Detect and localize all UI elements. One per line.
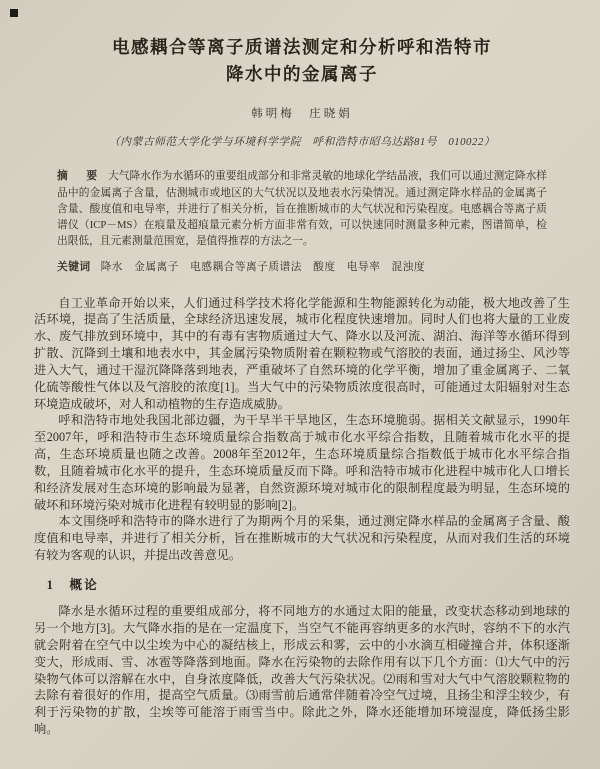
section-1-heading: 1 概论 [46,577,99,592]
affiliation: （内蒙古师范大学化学与环境科学学院 呼和浩特市昭乌达路81号 010022） [108,136,496,149]
paper-title-line2: 降水中的金属离子 [226,64,378,85]
paper-title [34,34,570,88]
introduction-text [34,295,570,738]
intro-paragraph: 呼和浩特市地处我国北部边疆，为干旱半干旱地区，生态环境脆弱。据相关文献显示，1990年至2007年，呼和浩特市生态环境质量综合指数高于城市化水平综合指数，且随着城市化水平的提高，生态环境质量也随之改善。2008年至2012年，生态环境质量综合指数低于城市化水平综合指数，且随着城市化水平的提升，生态环境质量反而下降。呼和浩特市城市化进程中城市化人口增长和经济发展对生态环境的影响最为显著，自然资源环境对城市化的限制程度最为明显，生态环境的破坏和环境污染对城市化进程有较明显的影响[2]。 [34,413,570,512]
authors: 韩明梅 庄晓娟 [251,108,353,121]
intro-paragraph: 本文围绕呼和浩特市的降水进行了为期两个月的采集，通过测定降水样品的金属离子含量、酸度值和电导率，并进行了相关分析，旨在推断城市的大气状况和污染程度，从而对我们生活的环境有较为客观的认识，并提出改善意见。 [34,514,570,562]
paper-title-line1: 电感耦合等离子质谱法测定和分析呼和浩特市 [112,37,492,57]
scan-artifact [10,9,18,17]
abstract-block [57,168,547,249]
abstract-label: 摘 要 [57,170,102,183]
keywords-text: 降水 金属离子 电感耦合等离子质谱法 酸度 电导率 混浊度 [100,260,426,273]
keywords-label: 关键词 [57,260,91,273]
keywords-block [57,259,547,274]
intro-paragraph: 自工业革命开始以来，人们通过科学技术将化学能源和生物能源转化为动能，极大地改善了生活环境，提高了生活质量，全球经济迅速发展，城市化程度快速增加。同时人们也将大量的工业废水、废气排放到环境中，其中的有毒有害物质通过大气、降水以及河流、湖泊、海洋等水循环得到扩散、沉降到土壤和地表水中，其金属污染物质附着在颗粒物或气溶胶的表面，通过扬尘、风沙等进入大气，通过干湿沉降降落到地表，严重破坏了自然环境的化学平衡，增加了重金属离子、二氧化硫等酸性气体以及气溶胶的浓度[1]。当大气中的污染物质浓度很高时，可能通过太阳辐射对生态环境造成破坏，对人和动植物的生存造成威胁。 [34,295,570,411]
abstract-text: 大气降水作为水循环的重要组成部分和非常灵敏的地球化学结晶液，我们可以通过测定降水样品中的金属离子含量，估测城市或地区的大气状况以及地表水污染情况。通过测定降水样品的金属离子含量、酸度值和电导率，并进行了相关分析，旨在推断城市的大气状况和污染程度。电感耦合等离子质谱仪（ICP－MS）在痕量及超痕量元素分析方面非常有效，可以快速同时测量多种元素，图谱简单，检出限低，且元素测量范围宽，是值得推荐的方法之一。 [57,170,547,248]
section-1-paragraph: 降水是水循环过程的重要组成部分，将不同地方的水通过太阳的能量，改变状态移动到地球的另一个地方[3]。大气降水指的是在一定温度下，当空气不能再容纳更多的水汽时，容纳不下的水汽就会附着在空气中以尘埃为中心的凝结核上，形成云和雾，云中的小水滴互相碰撞合并，体积逐渐变大，形成雨、雪、冰雹等降落到地面。降水在污染物的去除作用有以下几个方面：⑴大气中的污染物气体可以溶解在水中，自身浓度降低，改善大气污染状况。⑵雨和雪对大气中气溶胶颗粒物的去除有着很好的作用，提高空气质量。⑶雨雪前后通常伴随着冷空气过境，且扬尘和浮尘较少，有利于污染物的扩散，尘埃等可能溶于雨雪当中。除此之外，降水还能增加环境湿度，降低扬尘影响。 [34,604,570,736]
